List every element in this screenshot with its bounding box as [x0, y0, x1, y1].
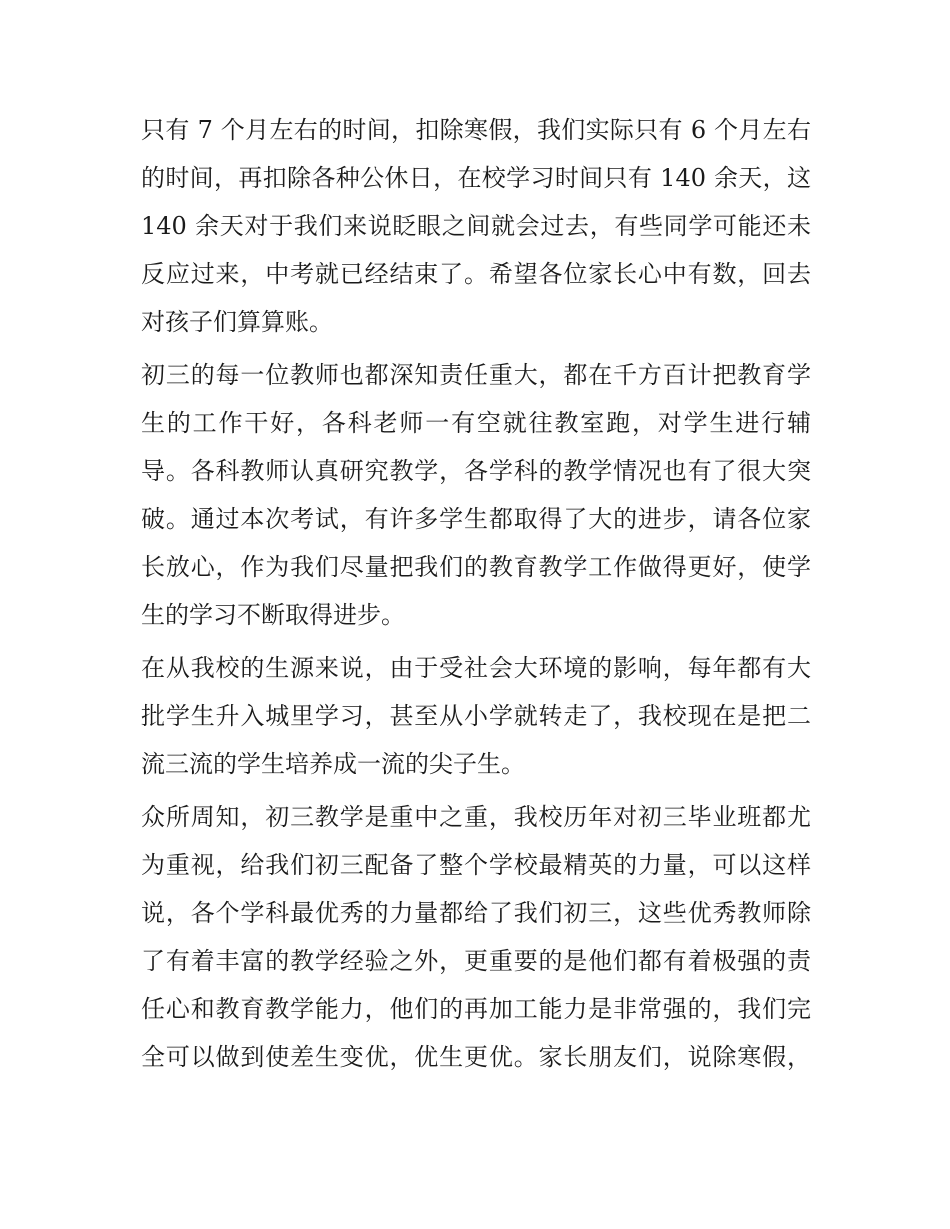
- text-line: 140 余天对于我们来说眨眼之间就会过去，有些同学可能还未: [141, 212, 811, 240]
- text-line: 说，各个学科最优秀的力量都给了我们初三，这些优秀教师除: [141, 899, 811, 927]
- text-line: 任心和教育教学能力，他们的再加工能力是非常强的，我们完: [141, 995, 811, 1023]
- text-line: 破。通过本次考试，有许多学生都取得了大的进步，请各位家: [141, 505, 811, 533]
- text-line: 的时间，再扣除各种公休日，在校学习时间只有 140 余天，这: [141, 164, 811, 192]
- paragraph-4: [141, 793, 811, 1081]
- document-body: [141, 106, 811, 1081]
- text-line: 初三的每一位教师也都深知责任重大，都在千方百计把教育学: [141, 361, 811, 389]
- text-line: 导。各科教师认真研究教学，各学科的教学情况也有了很大突: [141, 457, 811, 485]
- text-line: 全可以做到使差生变优，优生更优。家长朋友们，说除寒假，: [141, 1043, 811, 1071]
- text-line: 对孩子们算算账。: [141, 308, 333, 336]
- text-line: 反应过来，中考就已经结束了。希望各位家长心中有数，回去: [141, 260, 811, 288]
- text-line: 了有着丰富的教学经验之外，更重要的是他们都有着极强的责: [141, 947, 811, 975]
- text-line: 生的工作干好，各科老师一有空就往教室跑，对学生进行辅: [141, 409, 811, 437]
- text-line: 众所周知，初三教学是重中之重，我校历年对初三毕业班都尤: [141, 803, 811, 831]
- paragraph-1: [141, 106, 811, 346]
- text-line: 批学生升入城里学习，甚至从小学就转走了，我校现在是把二: [141, 702, 811, 730]
- text-line: 生的学习不断取得进步。: [141, 601, 405, 629]
- text-line: 流三流的学生培养成一流的尖子生。: [141, 750, 525, 778]
- text-line: 长放心，作为我们尽量把我们的教育教学工作做得更好，使学: [141, 553, 811, 581]
- text-line: 在从我校的生源来说，由于受社会大环境的影响，每年都有大: [141, 654, 811, 682]
- paragraph-3: [141, 644, 811, 788]
- text-line: 为重视，给我们初三配备了整个学校最精英的力量，可以这样: [141, 851, 811, 879]
- text-line: 只有 7 个月左右的时间，扣除寒假，我们实际只有 6 个月左右: [141, 116, 811, 144]
- paragraph-2: [141, 351, 811, 639]
